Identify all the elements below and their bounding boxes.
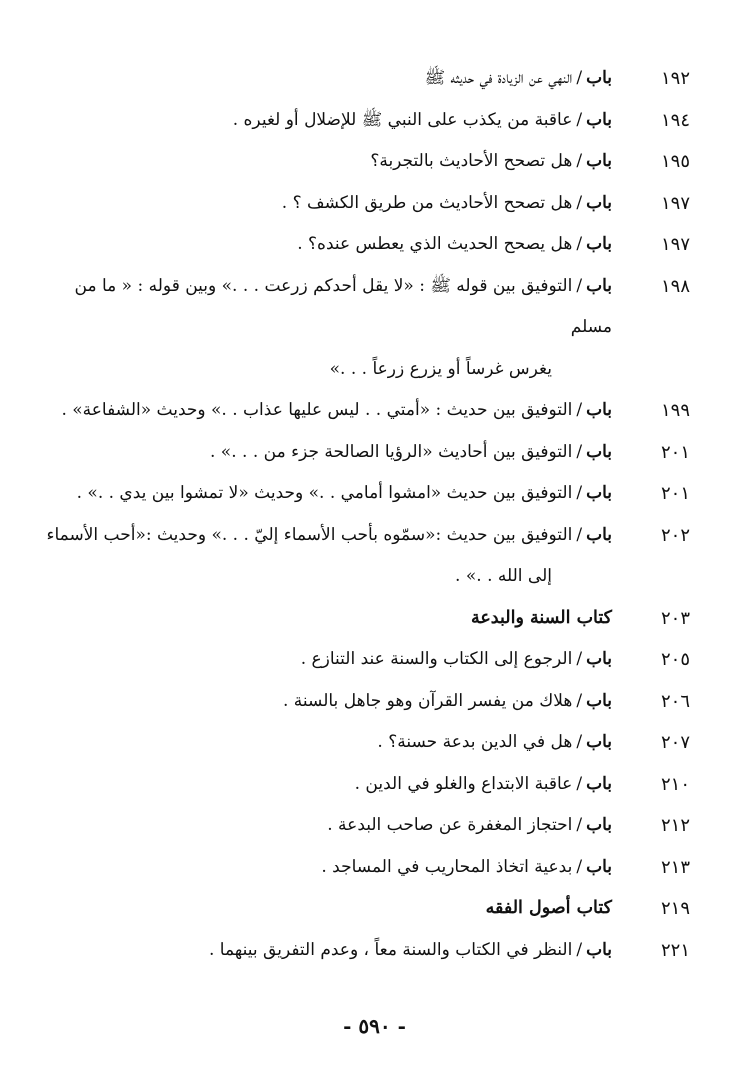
toc-entry-content (40, 805, 612, 847)
toc-entry-content (40, 722, 612, 764)
toc-entry (40, 681, 690, 723)
toc-page-number: ١٩٩ (660, 400, 690, 421)
toc-chapter-keyword: باب (586, 234, 612, 254)
toc-separator: / (576, 109, 583, 130)
toc-chapter-keyword: باب (586, 649, 612, 669)
toc-page-number: ١٩٧ (660, 234, 690, 255)
toc-entry (40, 764, 690, 806)
toc-chapter-keyword: باب (586, 68, 612, 88)
toc-entry-content (40, 224, 612, 266)
toc-page-number: ٢٠١ (660, 441, 690, 463)
toc-entry-title: هل تصحح الأحاديث من طريق الكشف ؟ . (281, 192, 573, 213)
toc-entry-content (40, 473, 612, 515)
toc-entry-content (40, 847, 612, 889)
toc-separator: / (576, 773, 583, 794)
toc-separator: / (576, 275, 583, 296)
toc-page-number: ٢١٢ (660, 815, 690, 836)
toc-page-number: ٢٠٢ (660, 524, 690, 546)
toc-chapter-keyword: باب (586, 192, 612, 213)
toc-entry-content (40, 639, 612, 681)
toc-page-number: ٢٠٧ (660, 732, 690, 753)
toc-chapter-keyword: باب (586, 939, 612, 960)
toc-entry-content (40, 764, 612, 806)
toc-entry-content (40, 598, 612, 640)
toc-page-number: ٢٠١ (660, 483, 690, 504)
toc-entry-content (40, 515, 612, 598)
toc-separator: / (576, 441, 583, 462)
toc-page-number: ٢١٩ (660, 898, 690, 919)
toc-chapter-keyword: باب (586, 275, 612, 296)
toc-separator: / (576, 815, 583, 835)
toc-entry-content (40, 183, 612, 225)
toc-entry-content (40, 681, 612, 723)
toc-chapter-keyword: باب (586, 151, 612, 171)
toc-entry-continuation: إلى الله . .» . (455, 566, 552, 586)
toc-page-number: ١٩٥ (660, 151, 690, 172)
toc-chapter-keyword: باب (586, 856, 612, 877)
toc-entry-title: بدعية اتخاذ المحاريب في المساجد . (321, 856, 573, 877)
toc-chapter-keyword: باب (586, 109, 612, 130)
toc-chapter-keyword: باب (586, 483, 612, 503)
toc-separator: / (576, 524, 583, 545)
toc-entry-title: كتاب السنة والبدعة (470, 607, 612, 628)
toc-entry-title: احتجاز المغفرة عن صاحب البدعة . (327, 815, 573, 835)
toc-chapter-keyword: باب (586, 815, 612, 835)
toc-entry-title: الرجوع إلى الكتاب والسنة عند التنازع . (300, 649, 573, 669)
toc-separator: / (576, 483, 583, 503)
toc-section-heading (40, 888, 690, 930)
toc-entry-content (40, 888, 612, 930)
toc-entry-title: النهي عن الزيادة في حديثه ﷺ (424, 68, 573, 88)
toc-chapter-keyword: باب (586, 524, 612, 545)
toc-entry-title: عاقبة الابتداع والغلو في الدين . (354, 773, 573, 794)
toc-entry-content (40, 141, 612, 183)
toc-entry-title: التوفيق بين قوله ﷺ : «لا يقل أحدكم زرعت . . .» وبين قوله : « ما من مسلم (74, 275, 612, 337)
toc-separator: / (576, 192, 583, 213)
toc-entry-title: التوفيق بين حديث : «أمتي . . ليس عليها عذاب . .» وحديث «الشفاعة» . (61, 400, 573, 420)
toc-entry-title: النظر في الكتاب والسنة معاً ، وعدم التفريق بينهما . (208, 939, 573, 960)
toc-separator: / (576, 151, 583, 171)
toc-entry-title: التوفيق بين حديث :«سمّوه بأحب الأسماء إليّ . . .» وحديث :«أحب الأسماء (46, 524, 573, 545)
toc-entry (40, 722, 690, 764)
toc-entry (40, 141, 690, 183)
toc-entry-content (40, 390, 612, 432)
toc-entry-title: هلاك من يفسر القرآن وهو جاهل بالسنة . (282, 690, 573, 711)
toc-list (40, 58, 690, 971)
toc-entry (40, 100, 690, 142)
toc-entry-content (40, 58, 612, 100)
toc-page-number: ١٩٤ (660, 109, 690, 131)
toc-separator: / (576, 400, 583, 420)
toc-page-number: ٢١٠ (660, 773, 690, 795)
toc-page-number: ٢٠٥ (660, 649, 690, 670)
page-number: - ٥٩٠ - (343, 1014, 406, 1038)
toc-page-number: ١٩٨ (660, 275, 690, 297)
toc-entry-title: عاقبة من يكذب على النبي ﷺ للإضلال أو لغيره . (232, 109, 573, 130)
toc-separator: / (576, 856, 583, 877)
toc-section-heading (40, 598, 690, 640)
toc-entry (40, 390, 690, 432)
toc-entry-title: كتاب أصول الفقه (485, 898, 612, 918)
toc-separator: / (576, 68, 583, 88)
toc-separator: / (576, 690, 583, 711)
toc-entry (40, 183, 690, 225)
toc-chapter-keyword: باب (586, 400, 612, 420)
toc-entry (40, 805, 690, 847)
toc-entry-content (40, 432, 612, 474)
toc-entry-title: هل في الدين بدعة حسنة؟ . (377, 732, 573, 752)
toc-page-number: ١٩٧ (660, 192, 690, 214)
toc-chapter-keyword: باب (586, 441, 612, 462)
toc-page-number: ١٩٢ (660, 68, 690, 89)
toc-entry-title: التوفيق بين حديث «امشوا أمامي . .» وحديث «لا تمشوا بين يدي . .» . (76, 483, 573, 503)
toc-entry (40, 58, 690, 100)
toc-entry (40, 639, 690, 681)
toc-entry-title: هل تصحح الأحاديث بالتجربة؟ (370, 151, 573, 171)
toc-entry-title: هل يصحح الحديث الذي يعطس عنده؟ . (297, 234, 573, 254)
toc-separator: / (576, 732, 583, 752)
toc-chapter-keyword: باب (586, 690, 612, 711)
toc-entry (40, 266, 690, 391)
toc-entry-content (40, 930, 612, 972)
toc-entry (40, 473, 690, 515)
toc-entry-content (40, 266, 612, 391)
toc-page-number: ٢١٣ (660, 856, 690, 878)
toc-entry-title: التوفيق بين أحاديث «الرؤيا الصالحة جزء من . . .» . (210, 441, 573, 462)
toc-separator: / (576, 234, 583, 254)
toc-entry (40, 432, 690, 474)
toc-page-number: ٢٠٦ (660, 690, 690, 712)
toc-chapter-keyword: باب (586, 732, 612, 752)
toc-page-number: ٢٠٣ (660, 607, 690, 629)
toc-entry (40, 515, 690, 598)
toc-entry (40, 847, 690, 889)
toc-entry (40, 224, 690, 266)
toc-entry (40, 930, 690, 972)
toc-separator: / (576, 939, 583, 960)
toc-entry-content (40, 100, 612, 142)
toc-chapter-keyword: باب (586, 773, 612, 794)
toc-page-number: ٢٢١ (660, 939, 690, 961)
toc-separator: / (576, 649, 583, 669)
toc-entry-continuation: يغرس غرساً أو يزرع زرعاً . . .» (329, 358, 552, 379)
